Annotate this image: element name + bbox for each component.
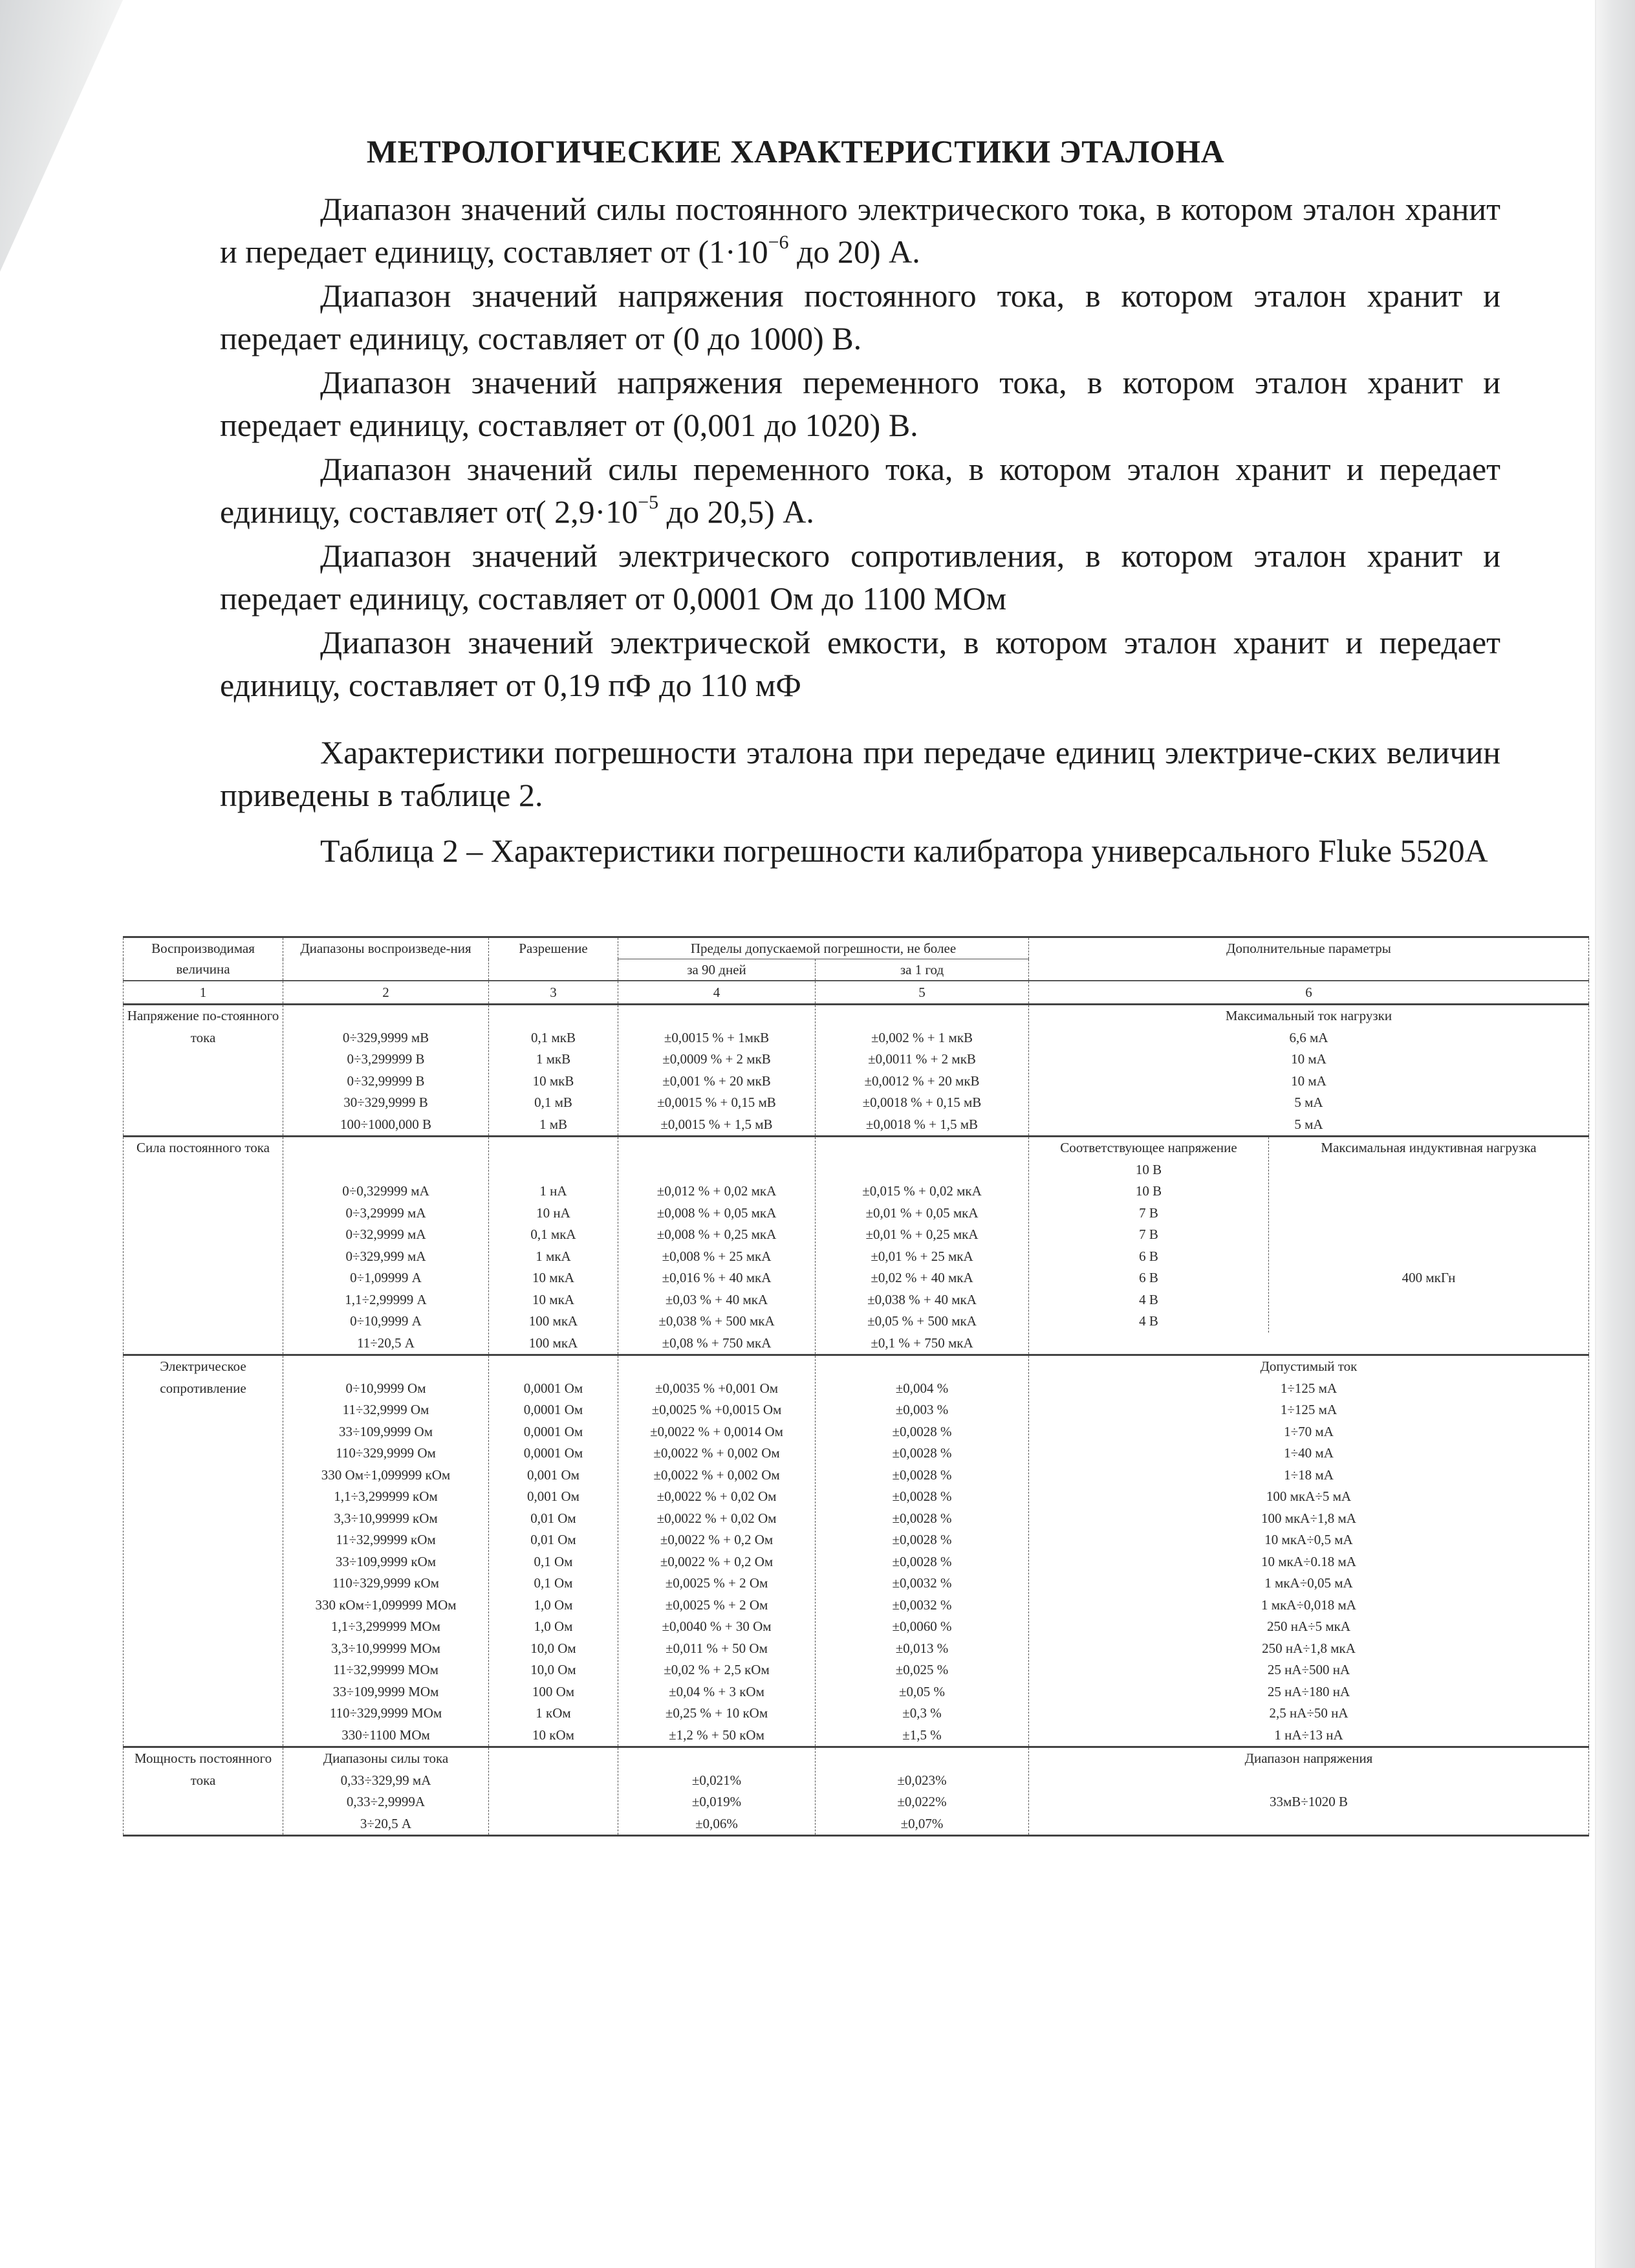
error-90-days-cell: ±0,0035 % +0,001 Ом ±0,0025 % +0,0015 Ом ±0,0022 % + 0,0014 Ом ±0,0022 % + 0,002 Ом ±0,0022 % + 0,002 Ом ±0,0022 % + 0,02 Ом ±0,0022 % + 0,02 Ом ±0,0022 % + 0,2 Ом ±0,0022 % + 0,2 Ом ±0,0025 % + 2 Ом ±0,0025 % + 2 Ом ±0,0040 % + 30 Ом ±0,011 % + 50 Ом ±0,02 % + 2,5 кОм ±0,04 % + 3 кОм ±0,25 % + 10 кОм ±1,2 % + 50 кОм — [618, 1355, 816, 1747]
column-number: 6 — [1029, 981, 1589, 1005]
resolution-cell: 0,0001 Ом 0,0001 Ом 0,0001 Ом 0,0001 Ом 0,001 Ом 0,001 Ом 0,01 Ом 0,01 Ом 0,1 Ом 0,1 Ом 1,0 Ом 1,0 Ом 10,0 Ом 10,0 Ом 100 Ом 1 кОм 10 кОм — [489, 1355, 618, 1747]
paragraph-dc-voltage-range: Диапазон значений напряжения постоянного тока, в котором эталон хранит и передает единицу, составляет от (0 до 1000) В. — [220, 278, 1500, 356]
resolution-cell — [489, 1747, 618, 1836]
header-error-limits: Пределы допускаемой погрешности, не более — [618, 937, 1029, 959]
header-ranges: Диапазоны воспроизведе-ния — [283, 937, 489, 981]
max-inductive-load-col: Максимальная индуктивная нагрузка 400 мкГн — [1321, 1140, 1537, 1285]
ranges-cell: Диапазоны силы тока 0,33÷329,99 мА 0,33÷2,9999А 3÷20,5 А — [283, 1747, 489, 1836]
error-characteristics-table — [123, 936, 1589, 1837]
error-1-year-cell: ±0,015 % + 0,02 мкА ±0,01 % + 0,05 мкА ±0,01 % + 0,25 мкА ±0,01 % + 25 мкА ±0,02 % + 40 мкА ±0,038 % + 40 мкА ±0,05 % + 500 мкА ±0,1 % + 750 мкА — [816, 1137, 1029, 1355]
page-title: МЕТРОЛОГИЧЕСКИЕ ХАРАКТЕРИСТИКИ ЭТАЛОНА — [366, 133, 1225, 169]
quantity-cell: Мощность постоянного тока — [124, 1747, 283, 1836]
ranges-cell: 0÷10,9999 Ом 11÷32,9999 Ом 33÷109,9999 Ом 110÷329,9999 Ом 330 Ом÷1,099999 кОм 1,1÷3,299999 кОм 3,3÷10,99999 кОм 11÷32,99999 кОм 33÷109,9999 кОм 110÷329,9999 кОм 330 кОм÷1,099999 МОм 1,1÷3,299999 МОм 3,3÷10,99999 МОм 11÷32,99999 МОм 33÷109,9999 МОм 110÷329,9999 МОм 330÷1100 МОм — [283, 1355, 489, 1747]
column-numbers-row — [124, 981, 1589, 1005]
section-dc-voltage — [124, 1005, 1589, 1137]
paragraph-intro: Характеристики погрешности эталона при передаче единиц электриче-ских величин приведены в таблице 2. — [220, 734, 1500, 813]
quantity-cell: Электрическое сопротивление — [124, 1355, 283, 1747]
extra-params-cell: Максимальный ток нагрузки 6,6 мА 10 мА 10 мА 5 мА 5 мА — [1029, 1005, 1589, 1137]
column-number: 3 — [489, 981, 618, 1005]
extra-params-cell: Допустимый ток 1÷125 мА 1÷125 мА 1÷70 мА 1÷40 мА 1÷18 мА 100 мкА÷5 мА 100 мкА÷1,8 мА 10 мкА÷0,5 мА 10 мкА÷0.18 мА 1 мкА÷0,05 мА 1 мкА÷0,018 мА 250 нА÷5 мкА 250 нА÷1,8 мкА 25 нА÷500 нА 25 нА÷180 нА 2,5 нА÷50 нА 1 нА÷13 нА — [1029, 1355, 1589, 1747]
error-90-days-cell: ±0,012 % + 0,02 мкА ±0,008 % + 0,05 мкА ±0,008 % + 0,25 мкА ±0,008 % + 25 мкА ±0,016 % + 40 мкА ±0,03 % + 40 мкА ±0,038 % + 500 мкА ±0,08 % + 750 мкА — [618, 1137, 816, 1355]
header-extra-params: Дополнительные параметры — [1029, 937, 1589, 981]
column-number: 2 — [283, 981, 489, 1005]
table-caption: Таблица 2 – Характеристики погрешности калибратора универсального Fluke 5520A — [320, 833, 1488, 869]
section-dc-current — [124, 1137, 1589, 1355]
column-number: 5 — [816, 981, 1029, 1005]
header-90-days: за 90 дней — [618, 959, 816, 981]
scan-page-stack-edge — [1595, 0, 1635, 2268]
column-number: 1 — [124, 981, 283, 1005]
resolution-cell: 1 нА 10 нА 0,1 мкА 1 мкА 10 мкА 10 мкА 100 мкА 100 мкА — [489, 1137, 618, 1355]
header-quantity: Воспроизводимая величина — [124, 937, 283, 981]
resolution-cell: 0,1 мкВ 1 мкВ 10 мкВ 0,1 мВ 1 мВ — [489, 1005, 618, 1137]
error-90-days-cell: ±0,0015 % + 1мкВ ±0,0009 % + 2 мкВ ±0,001 % + 20 мкВ ±0,0015 % + 0,15 мВ ±0,0015 % + 1,5 мВ — [618, 1005, 816, 1137]
error-1-year-cell: ±0,023% ±0,022% ±0,07% — [816, 1747, 1029, 1836]
section-dc-power — [124, 1747, 1589, 1836]
paragraph-ac-current-range: Диапазон значений силы переменного тока, в котором эталон хранит и передает единицу, составляет от( $2,9\cdot 10^{-5}$ до 20,5) А. — [220, 451, 1500, 530]
error-1-year-cell: ±0,002 % + 1 мкВ ±0,0011 % + 2 мкВ ±0,0012 % + 20 мкВ ±0,0018 % + 0,15 мВ ±0,0018 % + 1,5 мВ — [816, 1005, 1029, 1137]
paragraph-dc-current-range: Диапазон значений силы постоянного электрического тока, в котором эталон хранит и передает единицу, составляет от ($1\cdot 10^{-6}$ до 20) А. — [220, 191, 1500, 270]
paragraph-ac-voltage-range: Диапазон значений напряжения переменного тока, в котором эталон хранит и передает единицу, составляет от (0,001 до 1020) В. — [220, 364, 1500, 443]
quantity-cell: Сила постоянного тока — [124, 1137, 283, 1355]
ranges-cell: 0÷329,9999 мВ 0÷3,299999 В 0÷32,99999 В 30÷329,9999 В 100÷1000,000 В — [283, 1005, 489, 1137]
corresponding-voltage-col: Соответствующее напряжение 10 В 10 В 7 В 7 В 6 В 6 В 4 В 4 В — [1060, 1140, 1237, 1329]
ranges-cell: 0÷0,329999 мА 0÷3,29999 мА 0÷32,9999 мА 0÷329,999 мА 0÷1,09999 А 1,1÷2,99999 А 0÷10,9999 А 11÷20,5 А — [283, 1137, 489, 1355]
error-90-days-cell: ±0,021% ±0,019% ±0,06% — [618, 1747, 816, 1836]
quantity-cell: Напряжение по-стоянного тока — [124, 1005, 283, 1137]
header-1-year: за 1 год — [816, 959, 1029, 981]
paragraph-resistance-range: Диапазон значений электрического сопротивления, в котором эталон хранит и передает единицу, составляет от 0,0001 Ом до 1100 МОм — [220, 538, 1500, 616]
error-1-year-cell: ±0,004 % ±0,003 % ±0,0028 % ±0,0028 % ±0,0028 % ±0,0028 % ±0,0028 % ±0,0028 % ±0,0028 % ±0,0032 % ±0,0032 % ±0,0060 % ±0,013 % ±0,025 % ±0,05 % ±0,3 % ±1,5 % — [816, 1355, 1029, 1747]
extra-params-cell — [1029, 1137, 1589, 1355]
extra-params-cell: Диапазон напряжения 33мВ÷1020 В — [1029, 1747, 1589, 1836]
section-resistance — [124, 1355, 1589, 1747]
column-number: 4 — [618, 981, 816, 1005]
paragraph-capacitance-range: Диапазон значений электрической емкости, в котором эталон хранит и передает единицу, составляет от 0,19 пФ до 110 мФ — [220, 624, 1500, 703]
header-resolution: Разрешение — [489, 937, 618, 981]
